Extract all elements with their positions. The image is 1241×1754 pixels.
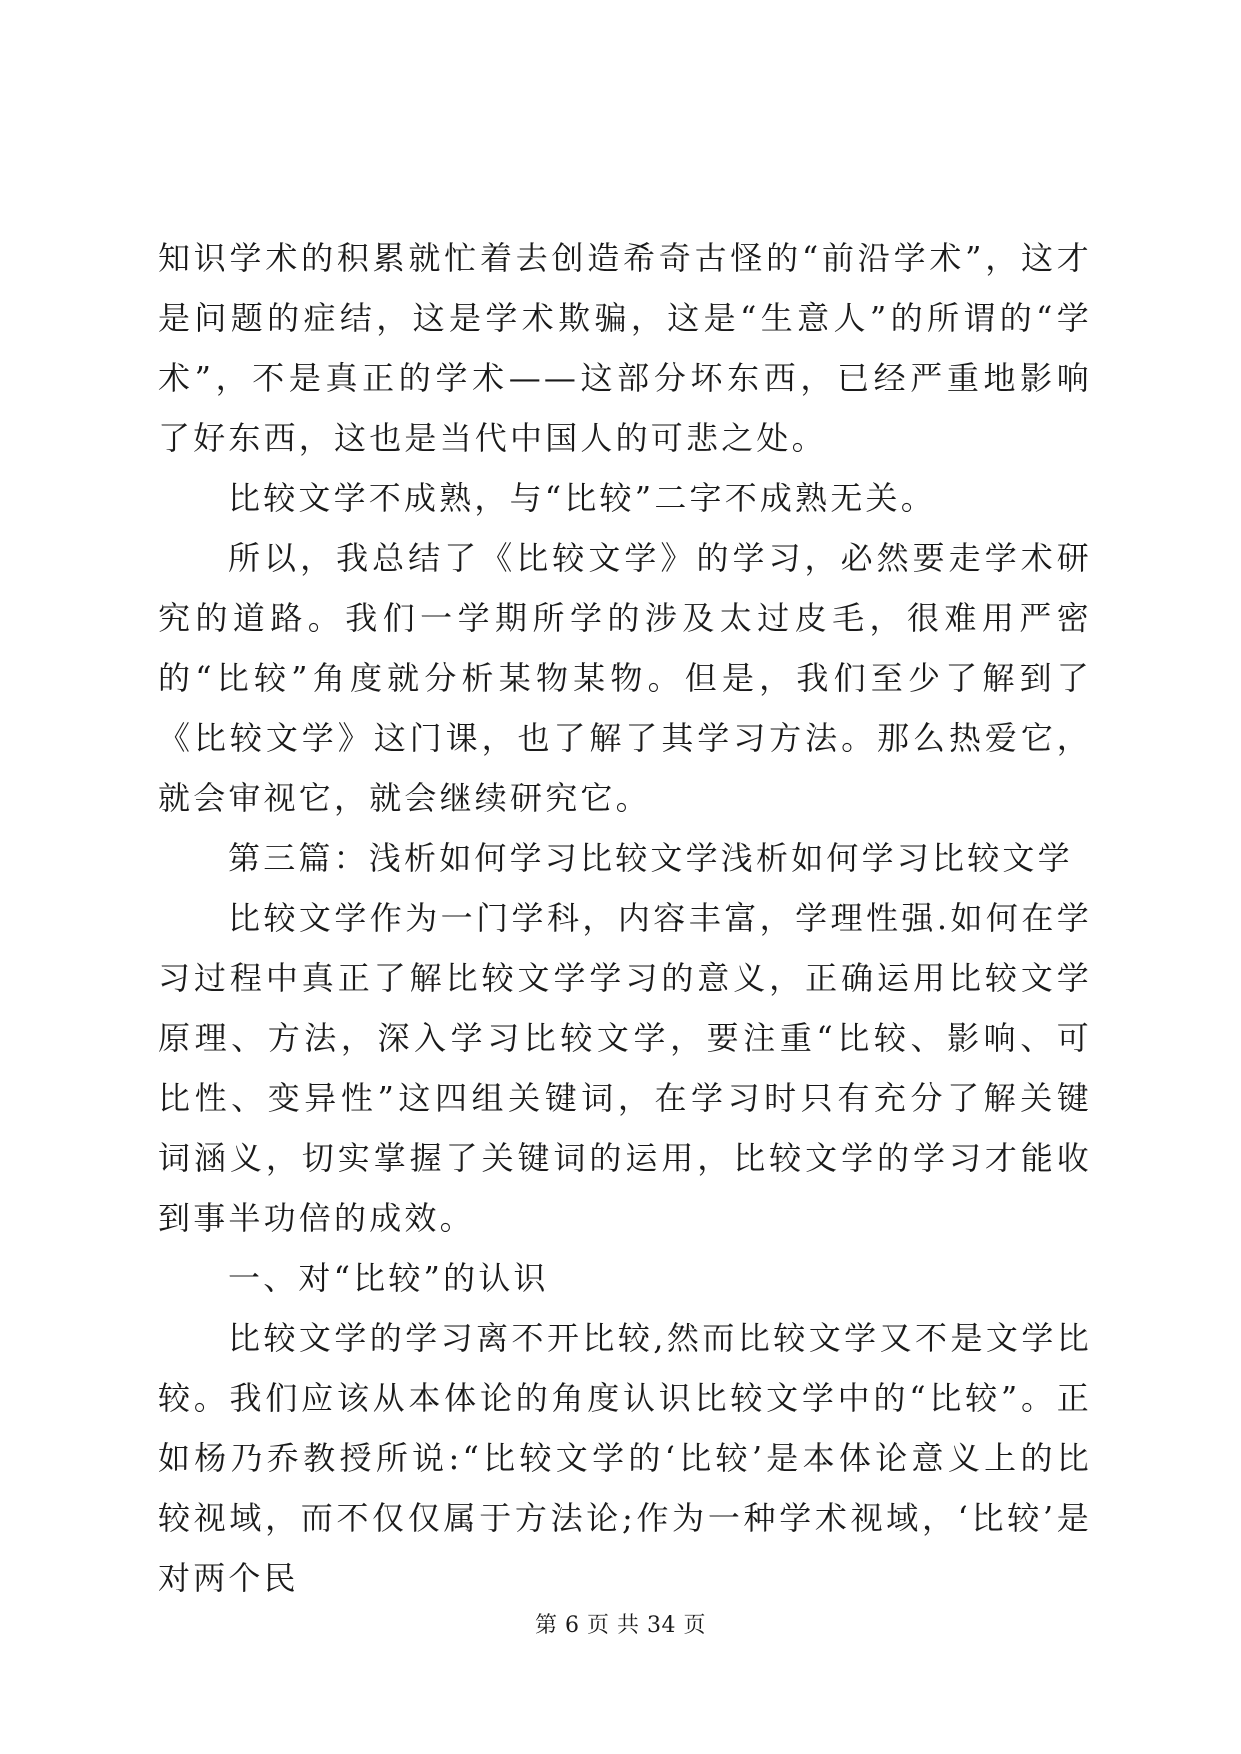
paragraph: 所以，我总结了《比较文学》的学习，必然要走学术研究的道路。我们一学期所学的涉及太过皮毛，很难用严密的“比较”角度就分析某物某物。但是，我们至少了解到了《比较文学》这门课，也了解了其学习方法。那么热爱它，就会审视它，就会继续研究它。 <box>158 539 1092 817</box>
section-heading: 第三篇：浅析如何学习比较文学浅析如何学习比较文学 <box>228 839 1073 877</box>
document-body <box>158 228 1092 1608</box>
paragraph: 比较文学的学习离不开比较,然而比较文学又不是文学比较。我们应该从本体论的角度认识比较文学中的“比较”。正如杨乃乔教授所说:“比较文学的‘比较’是本体论意义上的比较视域，而不仅仅属于方法论;作为一种学术视域，‘比较’是对两个民 <box>158 1319 1092 1597</box>
subsection-heading: 一、对“比较”的认识 <box>228 1259 549 1297</box>
paragraph: 比较文学作为一门学科，内容丰富，学理性强.如何在学习过程中真正了解比较文学学习的意义，正确运用比较文学原理、方法，深入学习比较文学，要注重“比较、影响、可比性、变异性”这四组关键词，在学习时只有充分了解关键词涵义，切实掌握了关键词的运用，比较文学的学习才能收到事半功倍的成效。 <box>158 899 1092 1237</box>
paragraph: 比较文学不成熟，与“比较”二字不成熟无关。 <box>228 479 936 517</box>
paragraph: 知识学术的积累就忙着去创造希奇古怪的“前沿学术”，这才是问题的症结，这是学术欺骗，这是“生意人”的所谓的“学术”，不是真正的学术——这部分坏东西，已经严重地影响了好东西，这也是当代中国人的可悲之处。 <box>158 239 1092 457</box>
page-number-footer: 第 6 页 共 34 页 <box>535 1613 706 1638</box>
